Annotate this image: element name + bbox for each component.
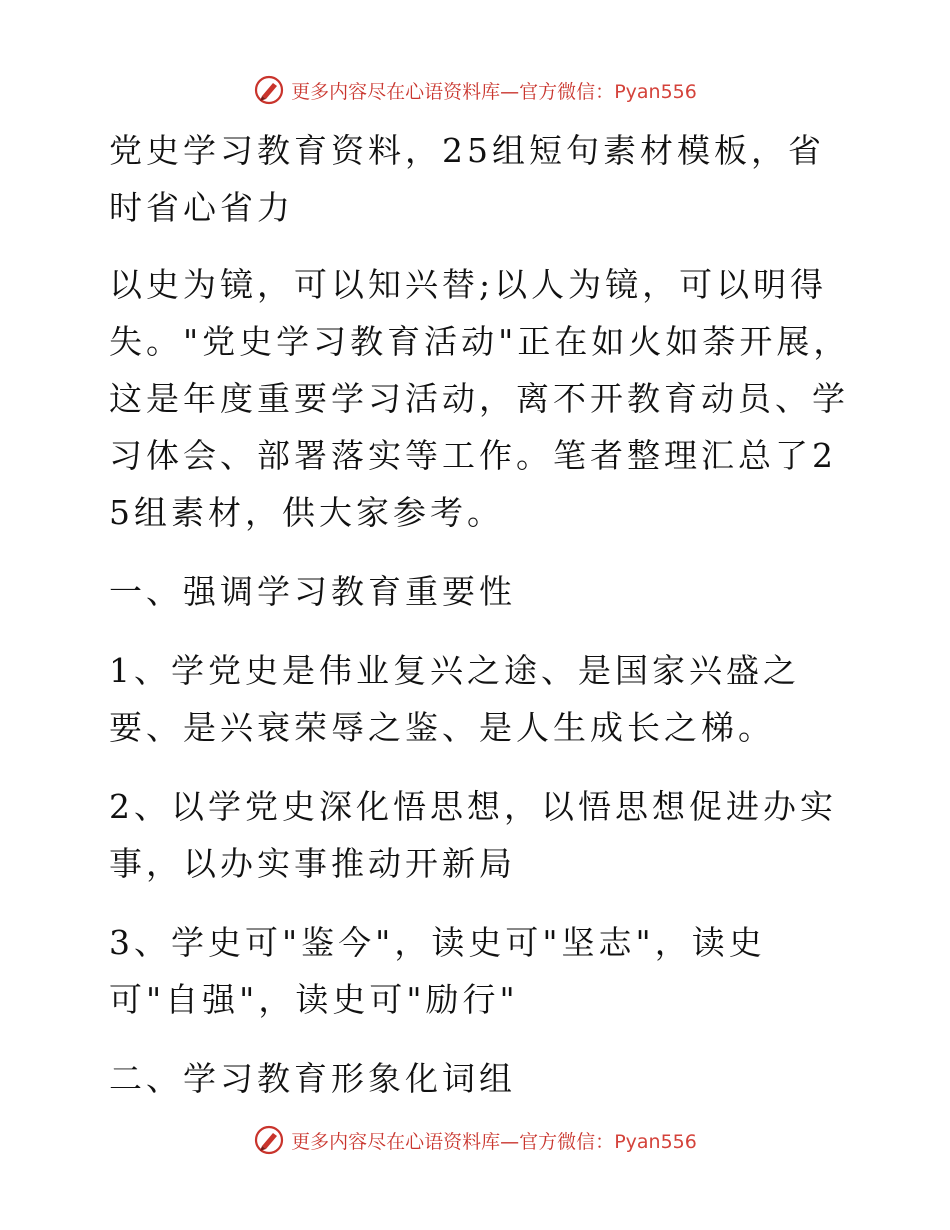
- watermark-separator: —: [500, 1130, 520, 1153]
- section-heading-1: 一、强调学习教育重要性: [109, 572, 516, 611]
- pen-logo-icon: [253, 1124, 285, 1156]
- watermark-wechat-id: Pyan556: [614, 1130, 697, 1153]
- footer-watermark-banner: [0, 1120, 950, 1160]
- watermark-text: [291, 77, 697, 104]
- list-item-2: 2、以学党史深化悟思想，以悟思想促进办实事，以办实事推动开新局: [109, 787, 837, 883]
- intro-paragraph: 以史为镜，可以知兴替;以人为镜，可以明得失。"党史学习教育活动"正在如火如荼开展，这是年度重要学习活动，离不开教育动员、学习体会、部署落实等工作。笔者整理汇总了25组素材，供大家参考。: [109, 265, 851, 532]
- document-body: [97, 122, 857, 1129]
- watermark-text: [291, 1127, 697, 1154]
- header-watermark-banner: [0, 70, 950, 110]
- watermark-separator: —: [500, 80, 520, 103]
- pen-logo-icon: [253, 74, 285, 106]
- watermark-wechat-id: Pyan556: [614, 80, 697, 103]
- watermark-official-label: 官方微信：: [519, 1130, 615, 1153]
- list-item-1: 1、学党史是伟业复兴之途、是国家兴盛之要、是兴衰荣辱之鉴、是人生成长之梯。: [109, 651, 800, 747]
- document-title: 党史学习教育资料，25组短句素材模板，省时省心省力: [109, 131, 825, 227]
- watermark-site-name: 更多内容尽在心语资料库: [291, 80, 501, 103]
- section-heading-2: 二、学习教育形象化词组: [109, 1059, 516, 1098]
- watermark-site-name: 更多内容尽在心语资料库: [291, 1130, 501, 1153]
- list-item-3: 3、学史可"鉴今"，读史可"坚志"，读史可"自强"，读史可"励行": [109, 923, 766, 1019]
- watermark-official-label: 官方微信：: [519, 80, 615, 103]
